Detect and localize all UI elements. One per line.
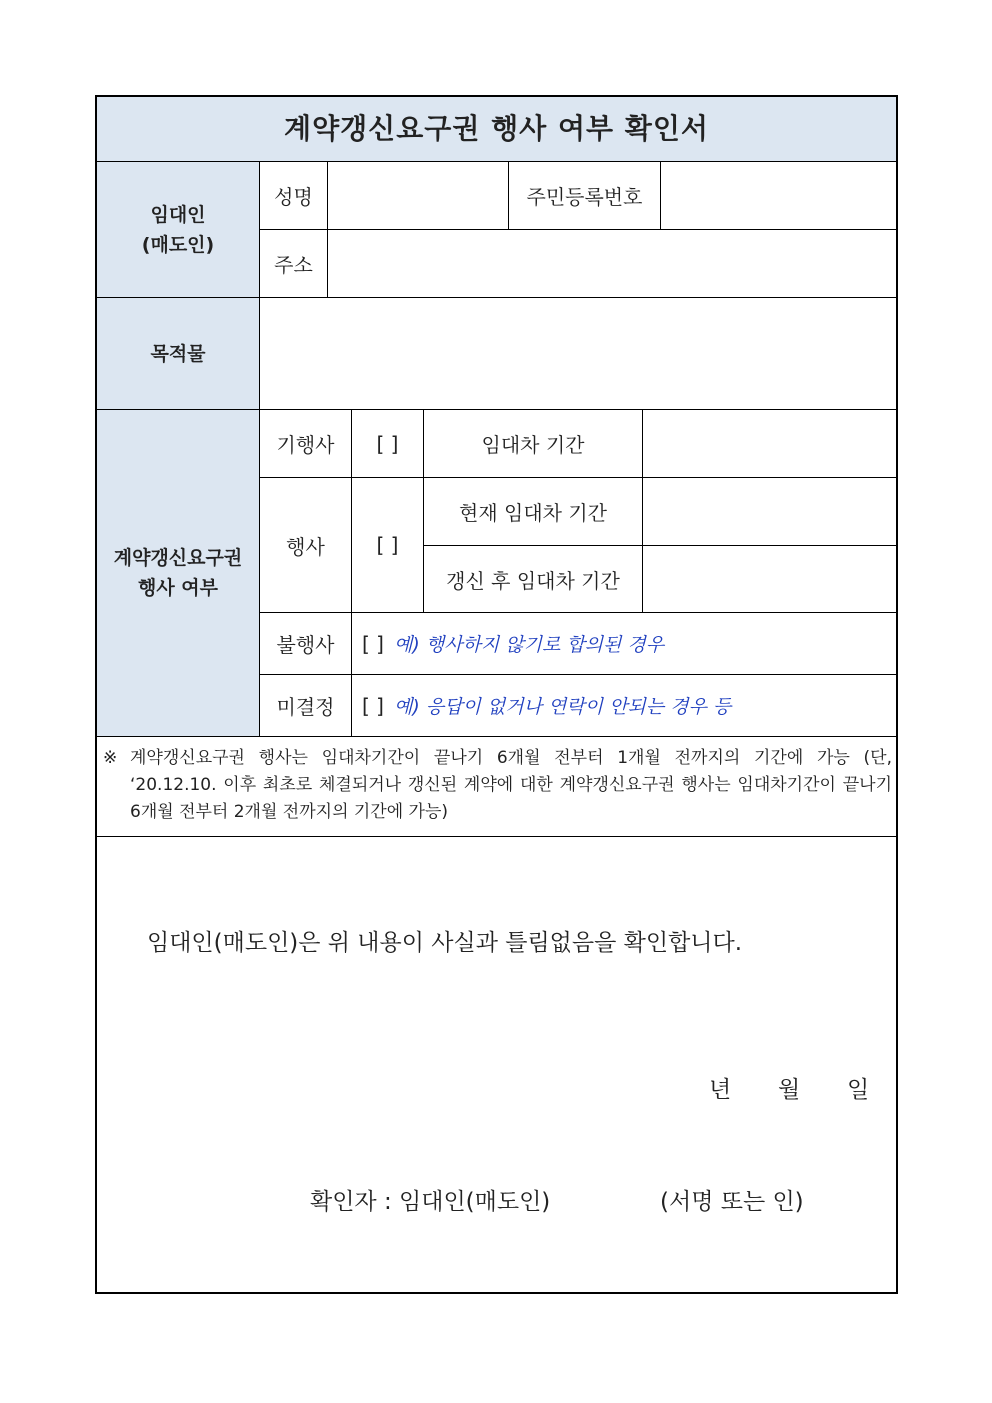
lease-period-label: 임대차 기간 <box>424 410 643 478</box>
confirmation-form <box>95 95 898 1294</box>
lessor-header-line2: (매도인) <box>141 233 215 256</box>
address-label: 주소 <box>260 230 328 298</box>
renewal-header <box>97 410 260 737</box>
already-exercised-label: 기행사 <box>260 410 352 478</box>
renewed-period-label: 갱신 후 임대차 기간 <box>424 546 643 613</box>
notice-mark: ※ <box>103 748 118 768</box>
undecided-label: 미결정 <box>260 675 352 737</box>
already-exercised-checkbox[interactable]: [ ] <box>352 410 424 478</box>
not-exercised-row <box>352 613 896 675</box>
confirmer-label: 확인자 : 임대인(매도인) <box>310 1189 551 1215</box>
confirmation-statement: 임대인(매도인)은 위 내용이 사실과 틀림없음을 확인합니다. <box>147 930 743 956</box>
exercise-label: 행사 <box>260 478 352 613</box>
form-title: 계약갱신요구권 행사 여부 확인서 <box>97 97 896 162</box>
undecided-checkbox[interactable]: [ ] <box>362 693 384 718</box>
notice-text: 계약갱신요구권 행사는 임대차기간이 끝나기 6개월 전부터 1개월 전까지의 기간에 가능 (단, ‘20.12.10. 이후 최초로 체결되거나 갱신된 계약에 대한 계약갱신요구권 행사는 임대차기간이 끝나기 6개월 전부터 2개월 전까지의 기간에 가능) <box>130 748 892 822</box>
renewed-period-field[interactable] <box>643 546 896 613</box>
rrn-label: 주민등록번호 <box>509 162 661 230</box>
rrn-field[interactable] <box>661 162 896 230</box>
lessor-header-line1: 임대인 <box>150 203 206 226</box>
current-period-field[interactable] <box>643 478 896 546</box>
renewal-header-line2: 행사 여부 <box>137 577 219 599</box>
renewal-header-line1: 계약갱신요구권 <box>113 547 243 569</box>
exercise-checkbox[interactable]: [ ] <box>352 478 424 613</box>
not-exercised-example: 예) 행사하지 않기로 합의된 경우 <box>393 634 665 656</box>
undecided-row <box>352 675 896 737</box>
lessor-header <box>97 162 260 298</box>
name-field[interactable] <box>328 162 509 230</box>
signature-field[interactable]: (서명 또는 인) <box>660 1189 804 1215</box>
name-label: 성명 <box>260 162 328 230</box>
object-header: 목적물 <box>97 298 260 410</box>
date-year-label: 년 <box>709 1077 732 1103</box>
not-exercised-checkbox[interactable]: [ ] <box>362 631 384 656</box>
current-period-label: 현재 임대차 기간 <box>424 478 643 546</box>
address-field[interactable] <box>328 230 896 298</box>
undecided-example: 예) 응답이 없거나 연락이 안되는 경우 등 <box>393 696 732 718</box>
date-month-label: 월 <box>778 1077 801 1103</box>
date-day-label: 일 <box>847 1077 870 1103</box>
lease-period-field[interactable] <box>643 410 896 478</box>
not-exercised-label: 불행사 <box>260 613 352 675</box>
notice-box <box>97 737 896 837</box>
object-field[interactable] <box>260 298 896 410</box>
